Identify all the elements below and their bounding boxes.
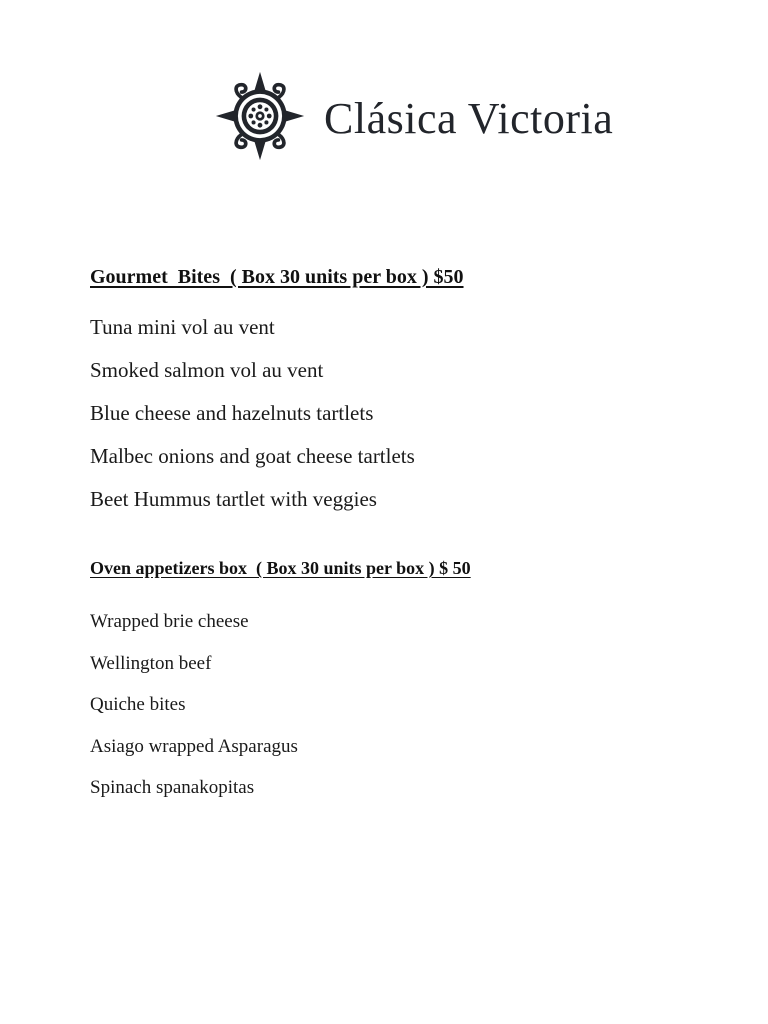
menu-section-gourmet-bites [90, 264, 728, 521]
menu-item: Wellington beef [90, 652, 212, 674]
menu-item: Smoked salmon vol au vent [90, 358, 324, 382]
menu-item: Tuna mini vol au vent [90, 315, 275, 339]
menu-item: Malbec onions and goat cheese tartlets [90, 444, 415, 468]
section-heading: Gourmet Bites ( Box 30 units per box ) $50 [90, 266, 464, 288]
menu-item: Spinach spanakopitas [90, 777, 255, 798]
menu-item-list [90, 306, 728, 521]
menu-item: Beet Hummus tartlet with veggies [90, 487, 377, 511]
menu-item: Quiche bites [90, 694, 186, 715]
section-heading: Oven appetizers box ( Box 30 units per box ) $ 50 [90, 558, 471, 578]
menu-item: Asiago wrapped Asparagus [90, 735, 298, 757]
menu-item: Blue cheese and hazelnuts tartlets [90, 401, 374, 425]
menu-item: Wrapped brie cheese [90, 611, 249, 632]
menu-section-oven-appetizers [90, 556, 728, 809]
brand-logo [214, 68, 613, 164]
menu-item-list [90, 601, 728, 809]
brand-name: Clásica Victoria [324, 94, 614, 143]
ornamental-star-emblem-icon [214, 70, 306, 162]
